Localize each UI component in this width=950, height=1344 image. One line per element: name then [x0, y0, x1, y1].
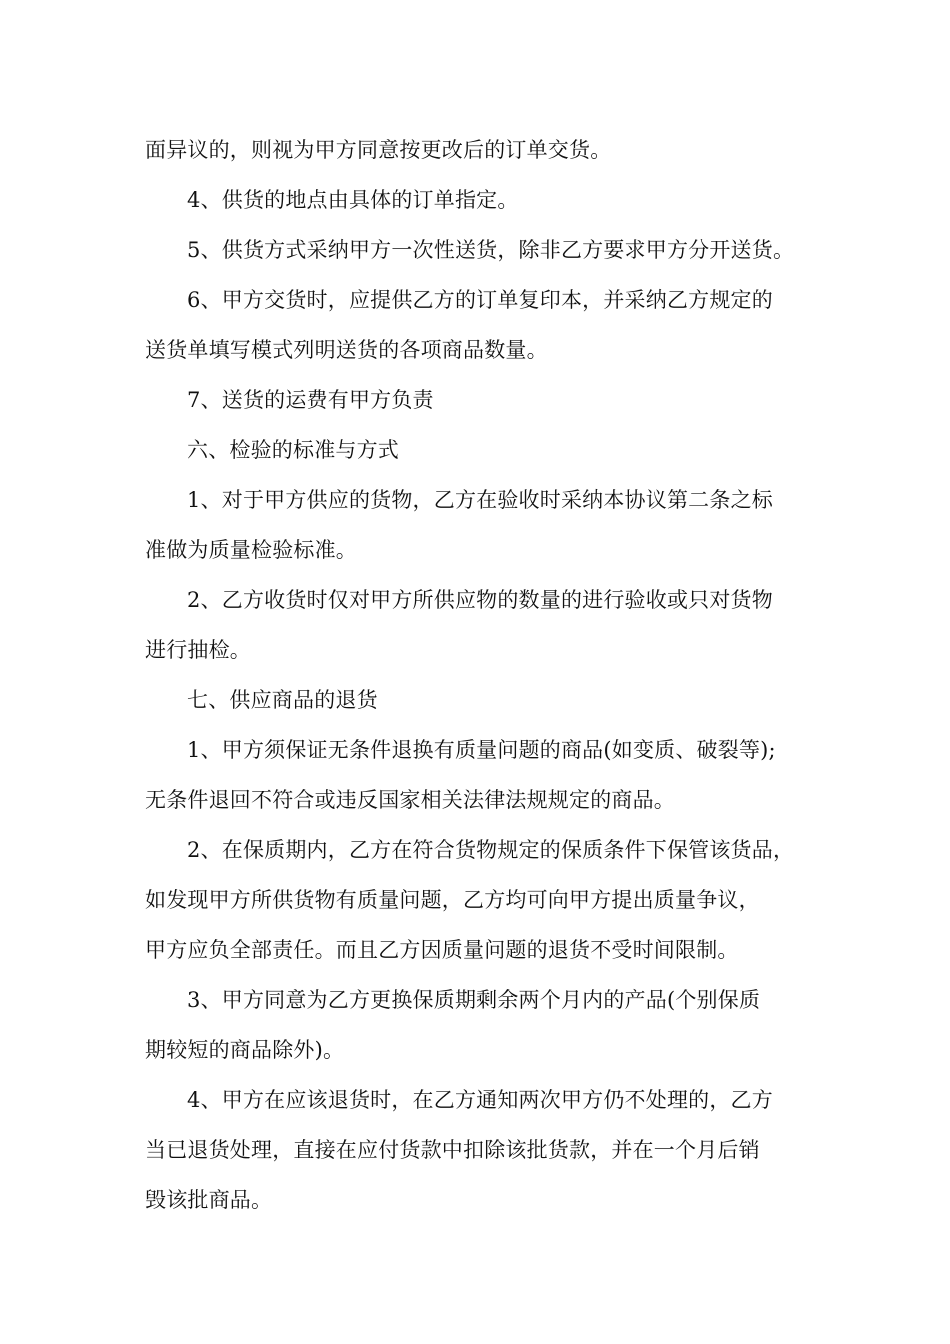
text-line: 毁该批商品。 — [145, 1188, 273, 1212]
text-line: 如发现甲方所供货物有质量问题，乙方均可向甲方提出质量争议， — [145, 888, 760, 912]
document-body — [145, 132, 825, 1232]
text-line: 准做为质量检验标准。 — [145, 538, 357, 562]
inspection-clause-2: 2、乙方收货时仅对甲方所供应物的数量的进行验收或只对货物 — [187, 588, 773, 612]
clause-5-delivery-method: 5、供货方式采纳甲方一次性送货，除非乙方要求甲方分开送货。 — [187, 238, 795, 262]
text-line: 面异议的，则视为甲方同意按更改后的订单交货。 — [145, 138, 612, 162]
returns-clause-3: 3、甲方同意为乙方更换保质期剩余两个月内的产品(个别保质 — [187, 988, 761, 1012]
text-line: 进行抽检。 — [145, 638, 251, 662]
returns-clause-1: 1、甲方须保证无条件退换有质量问题的商品(如变质、破裂等); — [187, 738, 776, 762]
text-line: 送货单填写模式列明送货的各项商品数量。 — [145, 338, 548, 362]
clause-6-delivery-documents: 6、甲方交货时，应提供乙方的订单复印本，并采纳乙方规定的 — [187, 288, 773, 312]
clause-7-freight: 7、送货的运费有甲方负责 — [187, 388, 434, 412]
returns-clause-4: 4、甲方在应该退货时，在乙方通知两次甲方仍不处理的，乙方 — [187, 1088, 773, 1112]
section-heading-returns: 七、供应商品的退货 — [187, 688, 378, 712]
text-line: 期较短的商品除外)。 — [145, 1038, 345, 1062]
section-heading-inspection: 六、检验的标准与方式 — [187, 438, 399, 462]
text-line: 当已退货处理，直接在应付货款中扣除该批货款，并在一个月后销 — [145, 1138, 760, 1162]
clause-4-delivery-location: 4、供货的地点由具体的订单指定。 — [187, 188, 519, 212]
text-line: 甲方应负全部责任。而且乙方因质量问题的退货不受时间限制。 — [145, 938, 739, 962]
returns-clause-2: 2、在保质期内，乙方在符合货物规定的保质条件下保管该货品， — [187, 838, 795, 862]
inspection-clause-1: 1、对于甲方供应的货物，乙方在验收时采纳本协议第二条之标 — [187, 488, 773, 512]
text-line: 无条件退回不符合或违反国家相关法律法规规定的商品。 — [145, 788, 675, 812]
